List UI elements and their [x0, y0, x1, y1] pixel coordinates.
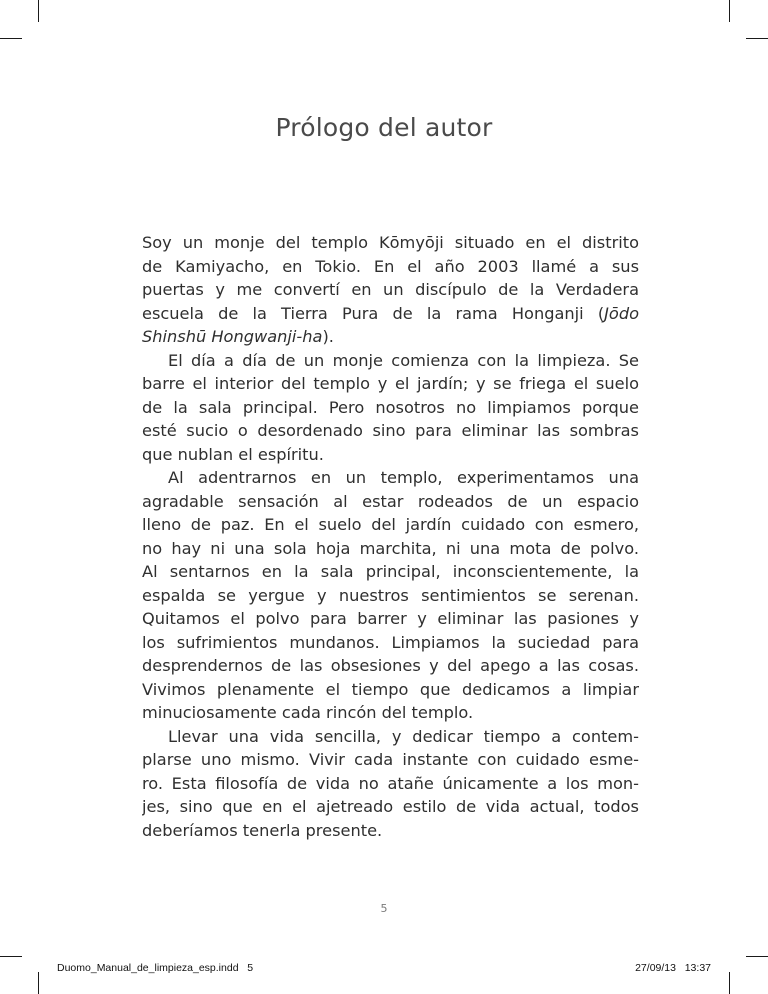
text-line: Al sentarnos en la sala principal, inconscientemente, la: [142, 562, 639, 581]
text-line: [142, 325, 639, 349]
text-line: Al adentrarnos en un templo, experimentamos una: [168, 468, 639, 487]
text-line: Quitamos el polvo para barrer y eliminar las pasiones y: [142, 609, 639, 628]
italic-run: Shinshū Hongwanji-ha: [142, 327, 323, 346]
text-line: espalda se yergue y nuestros sentimientos se serenan.: [142, 585, 639, 605]
text-line: Soy un monje del templo Kōmyōji situado en el distrito: [142, 233, 639, 252]
text-line: desprendernos de las obsesiones y del apego a las cosas.: [142, 656, 639, 675]
text-line: lleno de paz. En el suelo del jardín cuidado con esmero,: [142, 515, 639, 534]
crop-mark: [729, 972, 730, 994]
crop-mark: [746, 38, 768, 39]
text-run: ).: [322, 327, 334, 346]
text-line: ro. Esta filosofía de vida no atañe únicamente a los mon-: [142, 773, 639, 793]
text-line: puertas y me convertí en un discípulo de la Verdadera: [142, 280, 639, 299]
text-line: agradable sensación al estar rodeados de un espacio: [142, 491, 639, 511]
text-line: de la sala principal. Pero nosotros no limpiamos porque: [142, 397, 639, 417]
text-run: escuela de la Tierra Pura de la rama Honganji (: [142, 303, 605, 323]
italic-run: Jōdo: [604, 303, 639, 323]
text-line: El día a día de un monje comienza con la limpieza. Se: [168, 350, 639, 370]
text-line: que nublan el espíritu.: [142, 444, 324, 464]
crop-mark: [38, 972, 39, 994]
text-line: [142, 302, 639, 326]
text-line: los sufrimientos mundanos. Limpiamos la suciedad para: [142, 632, 639, 652]
text-line: no hay ni una sola hoja marchita, ni una mota de polvo.: [142, 538, 639, 558]
text-line: barre el interior del templo y el jardín; y se friega el suelo: [142, 374, 639, 393]
crop-mark: [729, 0, 730, 22]
text-line: esté sucio o desordenado sino para eliminar las sombras: [142, 421, 639, 440]
crop-mark: [746, 956, 768, 957]
page-number: 5: [380, 902, 388, 915]
text-line: Llevar una vida sencilla, y dedicar tiempo a contem-: [168, 726, 639, 746]
crop-mark: [0, 38, 22, 39]
text-line: plarse uno mismo. Vivir cada instante con cuidado esme-: [142, 750, 639, 769]
prologue-body: [142, 231, 639, 842]
print-slug-datetime: 27/09/13 13:37: [635, 962, 711, 974]
text-line: minuciosamente cada rincón del templo.: [142, 703, 474, 722]
crop-mark: [0, 956, 22, 957]
chapter-title: Prólogo del autor: [275, 113, 493, 142]
text-line: de Kamiyacho, en Tokio. En el año 2003 llamé a sus: [142, 256, 639, 276]
text-line: Vivimos plenamente el tiempo que dedicamos a limpiar: [142, 679, 639, 699]
text-line: deberíamos tenerla presente.: [142, 820, 383, 840]
print-slug-filename: Duomo_Manual_de_limpieza_esp.indd 5: [57, 962, 254, 974]
text-line: jes, sino que en el ajetreado estilo de vida actual, todos: [142, 797, 639, 816]
crop-mark: [38, 0, 39, 22]
